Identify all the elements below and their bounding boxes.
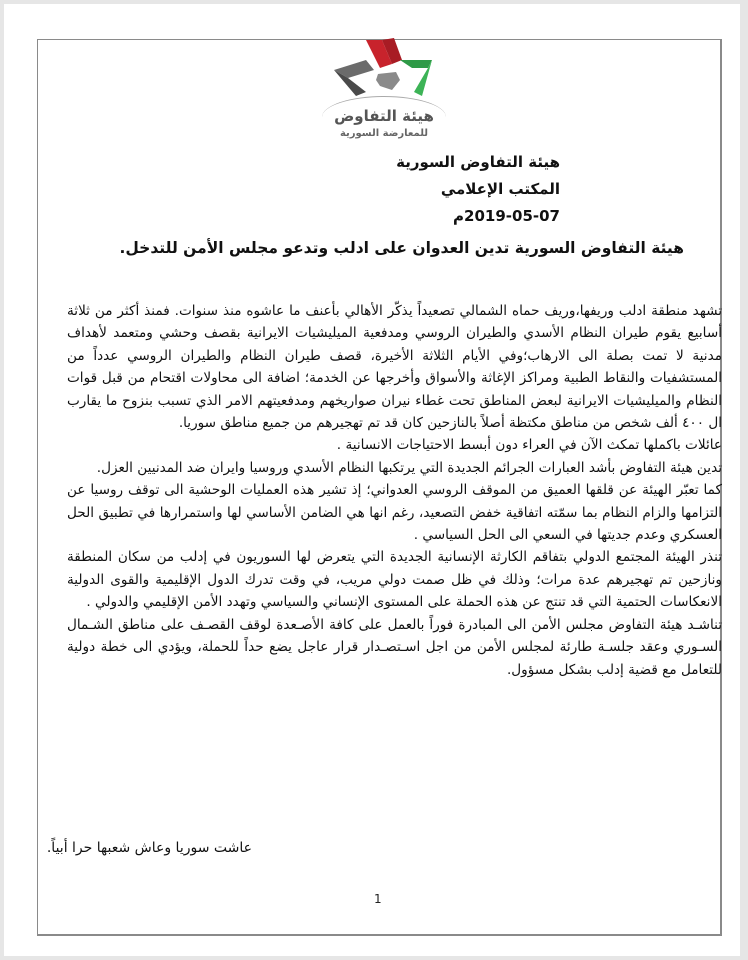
document-body	[67, 300, 722, 681]
document-title: هيئة التفاوض السورية تدين العدوان على ادلب وتدعو مجلس الأمن للتدخل.	[119, 239, 684, 257]
body-paragraph: كما تعبّر الهيئة عن قلقها العميق من الموقف الروسي العدواني؛ إذ تشير هذه العمليات الوحشية الى توقف روسيا عن التزامها والزام النظام بما سمّته اتفاقية خفض التصعيد، رغم انها هي الضامن الأساسي لها واستمرارها في تطبيق الحل العسكري وعدم جديتها في السعي الى الحل السياسي .	[67, 482, 722, 544]
page-number: 1	[374, 892, 382, 906]
star-logo-icon	[304, 34, 464, 104]
body-paragraph: تشهد منطقة ادلب وريفها،وريف حماه الشمالي تصعيداً يذكّر الأهالي بأعنف ما عاشوه منذ سنوات. فمنذ أكثر من ثلاثة أسابيع يقوم طيران النظام الأسدي والطيران الروسي ومدفعية الميليشيات الايرانية بقصف وحشي ومتعمد لأهداف مدنية لا تمت بصلة الى الارهاب؛وفي الأيام الثلاثة الأخيرة، قصف طيران النظام والطيران الروسي عدداً من المستشفيات والنقاط الطبية ومراكز الإغاثة والأسواق وأخرجها عن الخدمة؛ اضافة الى محاولات اقتحام من قبل قوات النظام والميليشيات الايرانية لبعض المناطق تحت غطاء نيران صواريخهم ومدفعيتهم الامر الذي تسبب بنزوح ما يقارب ال ٤٠٠ ألف شخص من مناطق مكتظة أصلاً بالنازحين كان قد تم تهجيرهم من جميع مناطق سوريا.	[67, 303, 722, 432]
closing-line: عاشت سوريا وعاش شعبها حرا أبياً.	[46, 840, 252, 856]
document-page	[4, 4, 740, 956]
office-name: المكتب الإعلامي	[440, 180, 560, 198]
body-paragraph: عائلات باكملها تمكث الآن في العراء دون أبسط الاحتياجات الانسانية .	[336, 437, 722, 454]
logo-subtitle: للمعارضة السورية	[339, 128, 429, 139]
body-paragraph: تدين هيئة التفاوض بأشد العبارات الجرائم الجديدة التي يرتكبها النظام الأسدي وروسيا وايران ضد المدنيين العزل.	[96, 459, 722, 476]
organization-name: هيئة التفاوض السورية	[396, 153, 560, 171]
logo-name: هيئة التفاوض	[334, 107, 434, 125]
body-paragraph: تنذر الهيئة المجتمع الدولي بتفاقم الكارثة الإنسانية الجديدة التي يتعرض لها السوريون في إدلب من سكان المنطقة ونازحين تم تهجيرهم عدة مرات؛ وذلك في ظل صمت دولي مريب، في وقت تدرك الدول الإقليمية والقوى الدولية الانعكاسات الحتمية التي قد تنتج عن هذه الحملة على المستوى الإنساني والسياسي وتهدد الأمن الإقليمي والدولي .	[67, 549, 722, 611]
body-paragraph: تناشـد هيئة التفاوض مجلس الأمن الى المبادرة فوراً بالعمل على كافة الأصـعدة لوقف القصـف على مناطق الشـمال السـوري وعقد جلسـة طارئة لمجلس الأمن من اجل اسـتصـدار قرار عاجل يضع حداً للحملة، ويؤدي الى خطة دولية للتعامل مع قضية إدلب بشكل مسؤول.	[67, 616, 722, 678]
organization-logo	[304, 34, 464, 149]
document-date: 2019-05-07م	[453, 207, 560, 225]
